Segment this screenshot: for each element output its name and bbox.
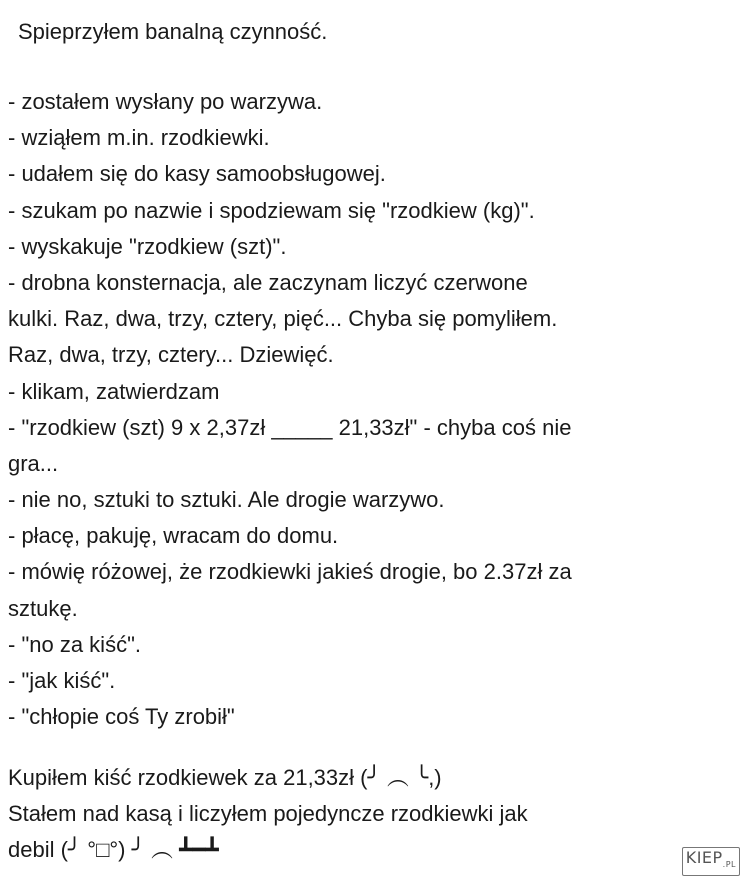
kiep-watermark-logo — [682, 847, 740, 876]
post-line: sztukę. — [8, 595, 78, 621]
post-line: - zostałem wysłany po warzywa. — [8, 89, 323, 114]
watermark-suffix: .PL — [722, 860, 736, 869]
post-line: - "no za kiść". — [8, 631, 141, 657]
post-line: - wziąłem m.in. rzodkiewki. — [8, 125, 270, 151]
post-line: - "chłopie coś Ty zrobił" — [8, 704, 235, 730]
post-line: - nie no, sztuki to sztuki. Ale drogie warzywo. — [8, 487, 445, 513]
post-line: - szukam po nazwie i spodziewam się "rzodkiew (kg)". — [8, 197, 535, 223]
post-line: - drobna konsternacja, ale zaczynam liczyć czerwone — [8, 269, 528, 295]
post-line: - płacę, pakuję, wracam do domu. — [8, 523, 339, 549]
watermark-brand: KIEP — [685, 847, 723, 867]
post-line: - udałem się do kasy samoobsługowej. — [8, 161, 386, 187]
post-footer — [8, 760, 744, 869]
post-line: - klikam, zatwierdzam — [8, 378, 220, 404]
post-line: Raz, dwa, trzy, cztery... Dziewięć. — [8, 342, 334, 368]
post-title: Spieprzyłem banalną czynność. — [18, 19, 328, 44]
footer-line: debil (╯ °□°) ╯ ︵ ┻━┻ — [8, 837, 219, 863]
post-line: - mówię różowej, że rzodkiewki jakieś drogie, bo 2.37zł za — [8, 559, 572, 585]
footer-line: Stałem nad kasą i liczyłem pojedyncze rzodkiewki jak — [8, 801, 528, 827]
post-line: - "rzodkiew (szt) 9 x 2,37zł _____ 21,33zł" - chyba coś nie — [8, 414, 572, 440]
post-body — [8, 84, 744, 735]
post-line: - "jak kiść". — [8, 668, 116, 693]
post-line: - wyskakuje "rzodkiew (szt)". — [8, 233, 287, 259]
post-line: kulki. Raz, dwa, trzy, cztery, pięć... Chyba się pomyliłem. — [8, 306, 558, 332]
post-line: gra... — [8, 450, 59, 476]
footer-line: Kupiłem kiść rzodkiewek za 21,33zł (╯ ︵ ╰,) — [8, 765, 442, 790]
